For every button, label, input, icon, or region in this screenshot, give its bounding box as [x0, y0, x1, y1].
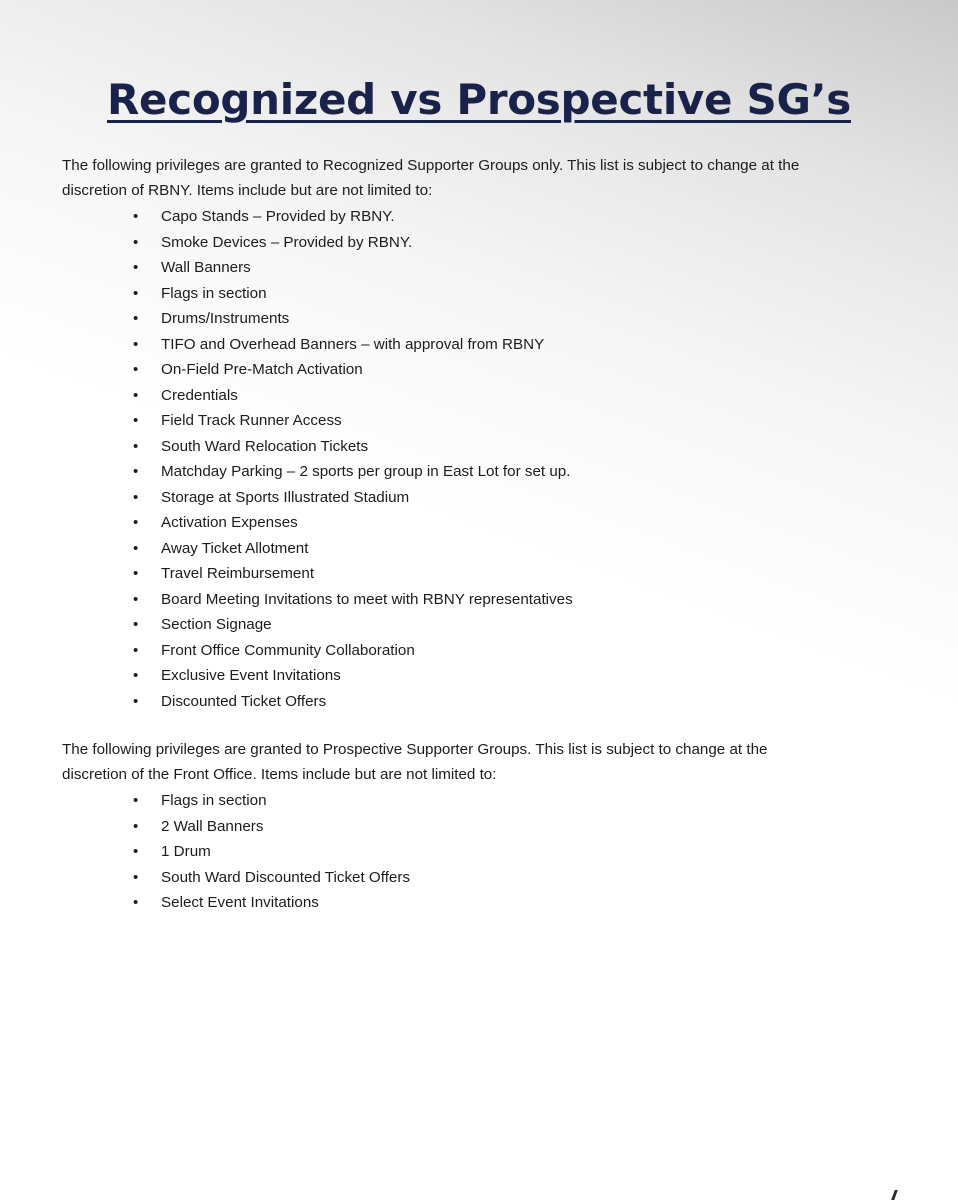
- prospective-privileges-list: [0, 788, 800, 916]
- list-item: [0, 408, 800, 434]
- list-item: [0, 204, 800, 230]
- bullet-icon: •: [133, 412, 139, 429]
- list-item: [0, 839, 800, 865]
- bullet-icon: •: [133, 233, 139, 251]
- bullet-icon: •: [133, 792, 139, 809]
- list-item: [0, 281, 800, 307]
- list-item: [0, 865, 800, 891]
- list-item-text: Activation Expenses: [161, 514, 298, 531]
- list-item-text: Storage at Sports Illustrated Stadium: [161, 488, 410, 506]
- bullet-icon: •: [133, 565, 139, 582]
- prospective-intro: [62, 737, 882, 787]
- list-item-text: TIFO and Overhead Banners – with approval from RBNY: [161, 335, 545, 353]
- list-item: [0, 638, 800, 664]
- list-item: [0, 306, 800, 332]
- list-item: [0, 485, 800, 511]
- list-item-text: Flags in section: [161, 792, 267, 809]
- prospective-intro-line-2: discretion of the Front Office. Items include but are not limited to:: [62, 766, 497, 783]
- list-item: [0, 814, 800, 840]
- prospective-intro-line-1: The following privileges are granted to Prospective Supporter Groups. This list is subject to change at the: [62, 741, 768, 758]
- list-item-text: South Ward Relocation Tickets: [161, 437, 369, 455]
- list-item: [0, 612, 800, 638]
- recognized-intro-line-1: The following privileges are granted to Recognized Supporter Groups only. This list is subject to change at the: [62, 157, 800, 174]
- list-item-text: Flags in section: [161, 284, 267, 302]
- bullet-icon: •: [133, 259, 139, 276]
- bullet-icon: •: [133, 514, 139, 531]
- list-item: [0, 357, 800, 383]
- bullet-icon: •: [133, 868, 139, 886]
- corner-mark: [891, 1190, 898, 1200]
- bullet-icon: •: [133, 335, 139, 353]
- bullet-icon: •: [133, 616, 139, 633]
- bullet-icon: •: [133, 817, 139, 835]
- list-item-text: Discounted Ticket Offers: [161, 692, 327, 710]
- list-item: [0, 536, 800, 562]
- list-item: [0, 230, 800, 256]
- list-item-text: Travel Reimbursement: [161, 565, 315, 582]
- list-item-text: Credentials: [161, 386, 238, 404]
- bullet-icon: •: [133, 894, 139, 911]
- list-item: [0, 890, 800, 916]
- list-item-text: Section Signage: [161, 616, 272, 633]
- recognized-intro: [62, 153, 882, 203]
- bullet-icon: •: [133, 590, 139, 608]
- list-item: [0, 459, 800, 485]
- bullet-icon: •: [133, 488, 139, 506]
- list-item-text: Matchday Parking – 2 sports per group in East Lot for set up.: [161, 463, 571, 480]
- list-item: [0, 561, 800, 587]
- recognized-privileges-list: [0, 204, 800, 714]
- bullet-icon: •: [133, 692, 139, 710]
- list-item: [0, 332, 800, 358]
- list-item: [0, 587, 800, 613]
- list-item-text: 2 Wall Banners: [161, 817, 264, 835]
- bullet-icon: •: [133, 667, 139, 684]
- bullet-icon: •: [133, 539, 139, 557]
- list-item-text: Select Event Invitations: [161, 894, 319, 911]
- list-item: [0, 663, 800, 689]
- list-item-text: South Ward Discounted Ticket Offers: [161, 868, 411, 886]
- list-item-text: Away Ticket Allotment: [161, 539, 309, 557]
- page-title-text: Recognized vs Prospective SG’s: [107, 75, 851, 124]
- list-item: [0, 383, 800, 409]
- bullet-icon: •: [133, 310, 139, 327]
- list-item-text: Smoke Devices – Provided by RBNY.: [161, 233, 413, 251]
- list-item-text: Capo Stands – Provided by RBNY.: [161, 208, 395, 225]
- list-item-text: Board Meeting Invitations to meet with RBNY representatives: [161, 590, 573, 608]
- bullet-icon: •: [133, 641, 139, 659]
- list-item: [0, 689, 800, 715]
- recognized-intro-line-2: discretion of RBNY. Items include but are not limited to:: [62, 182, 433, 199]
- list-item: [0, 788, 800, 814]
- page-title: [0, 72, 958, 128]
- list-item: [0, 434, 800, 460]
- bullet-icon: •: [133, 208, 139, 225]
- list-item-text: Field Track Runner Access: [161, 412, 342, 429]
- bullet-icon: •: [133, 386, 139, 404]
- list-item: [0, 510, 800, 536]
- bullet-icon: •: [133, 437, 139, 455]
- bullet-icon: •: [133, 843, 139, 860]
- list-item-text: Exclusive Event Invitations: [161, 667, 341, 684]
- list-item-text: Drums/Instruments: [161, 310, 290, 327]
- bullet-icon: •: [133, 361, 139, 378]
- list-item: [0, 255, 800, 281]
- bullet-icon: •: [133, 463, 139, 480]
- bullet-icon: •: [133, 284, 139, 302]
- list-item-text: Wall Banners: [161, 259, 251, 276]
- list-item-text: On-Field Pre-Match Activation: [161, 361, 363, 378]
- list-item-text: Front Office Community Collaboration: [161, 641, 415, 659]
- list-item-text: 1 Drum: [161, 843, 211, 860]
